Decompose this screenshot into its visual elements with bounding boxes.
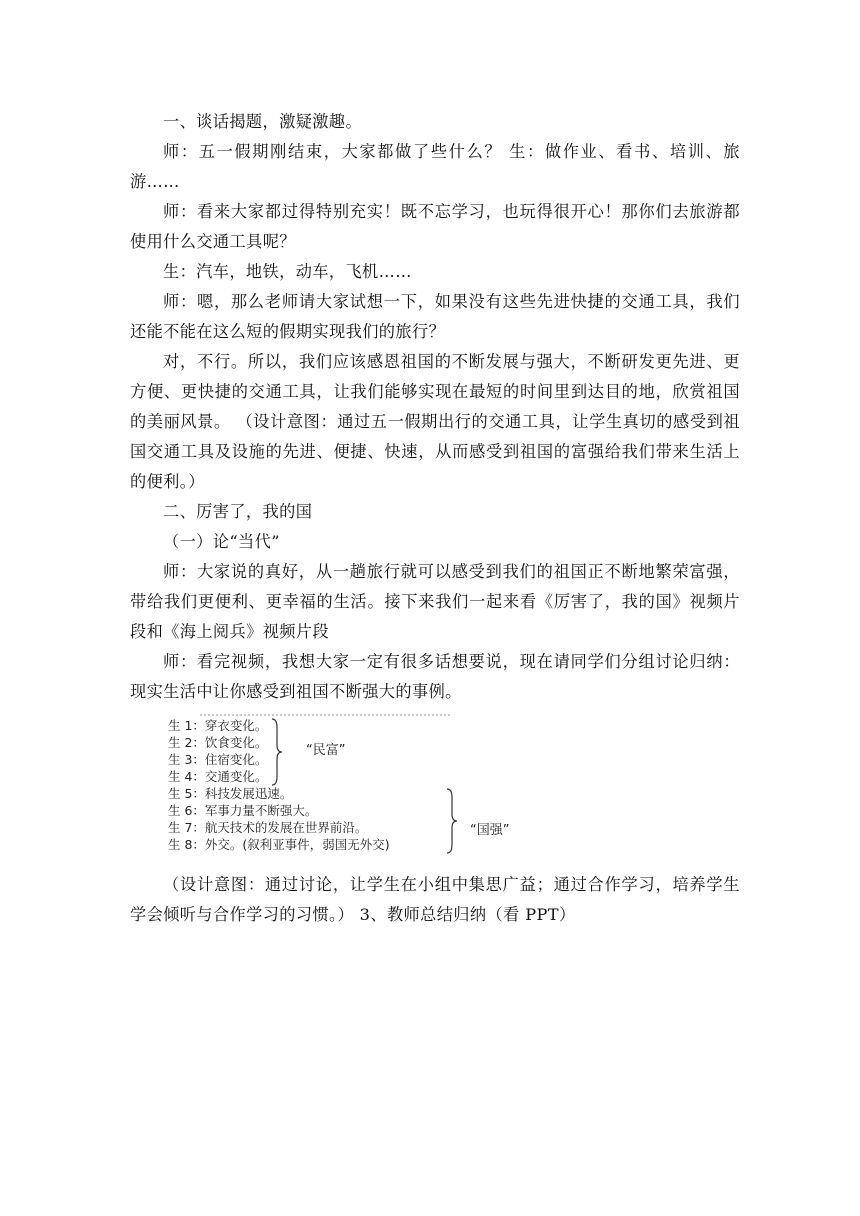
- student-line-4: 生 4：交通变化。: [168, 769, 268, 784]
- guoqiang-label: “国强”: [470, 823, 510, 838]
- section-heading-2: 二、厉害了，我的国: [163, 502, 313, 521]
- design-intent-paragraph: （设计意图：通过讨论，让学生在小组中集思广益；通过合作学习，培养学生学会倾听与合作学习的习惯。） 3、教师总结归纳（看 PPT）: [130, 875, 740, 924]
- brace-icon: [270, 717, 284, 787]
- student-examples-figure: [160, 715, 510, 870]
- student-line-8: 生 8：外交。(叙利亚事件，弱国无外交): [168, 837, 390, 852]
- student-line-2: 生 2：饮食变化。: [168, 735, 268, 750]
- student-line-7: 生 7：航天技术的发展在世界前沿。: [168, 820, 368, 835]
- paragraph: 师：看来大家都过得特别充实！既不忘学习，也玩得很开心！那你们去旅游都使用什么交通工具呢？: [130, 202, 740, 251]
- paragraph: 师：五一假期刚结束，大家都做了些什么？ 生：做作业、看书、培训、旅游……: [130, 142, 740, 191]
- paragraph: 师：嗯，那么老师请大家试想一下，如果没有这些先进快捷的交通工具，我们还能不能在这么短的假期实现我们的旅行？: [130, 292, 740, 341]
- student-line-6: 生 6：军事力量不断强大。: [168, 803, 318, 818]
- paragraph: 生：汽车，地铁，动车，飞机……: [163, 262, 412, 281]
- student-line-1: 生 1：穿衣变化。: [168, 718, 268, 733]
- brace-icon: [445, 787, 459, 855]
- document-page: [130, 107, 740, 930]
- student-line-3: 生 3：住宿变化。: [168, 752, 268, 767]
- section-heading-1: 一、谈话揭题，激疑激趣。: [163, 112, 363, 131]
- paragraph: 师：大家说的真好，从一趟旅行就可以感受到我们的祖国正不断地繁荣富强，带给我们更便利、更幸福的生活。接下来我们一起来看《厉害了，我的国》视频片段和《海上阅兵》视频片段: [130, 562, 740, 641]
- minfu-label: “民富”: [306, 743, 346, 758]
- paragraph: 师：看完视频，我想大家一定有很多话想要说，现在请同学们分组讨论归纳：现实生活中让你感受到祖国不断强大的事例。: [130, 652, 740, 701]
- student-line-5: 生 5：科技发展迅速。: [168, 786, 293, 801]
- paragraph: 对，不行。所以，我们应该感恩祖国的不断发展与强大，不断研发更先进、更方便、更快捷的交通工具，让我们能够实现在最短的时间里到达目的地，欣赏祖国的美丽风景。 （设计意图：通过五一假期出行的交通工具，让学生真切的感受到祖国交通工具及设施的先进、便捷、快速，从而感受到祖国的富强给我们带来生活上的便利。）: [130, 352, 740, 491]
- subsection-heading: （一）论“当代”: [163, 532, 280, 551]
